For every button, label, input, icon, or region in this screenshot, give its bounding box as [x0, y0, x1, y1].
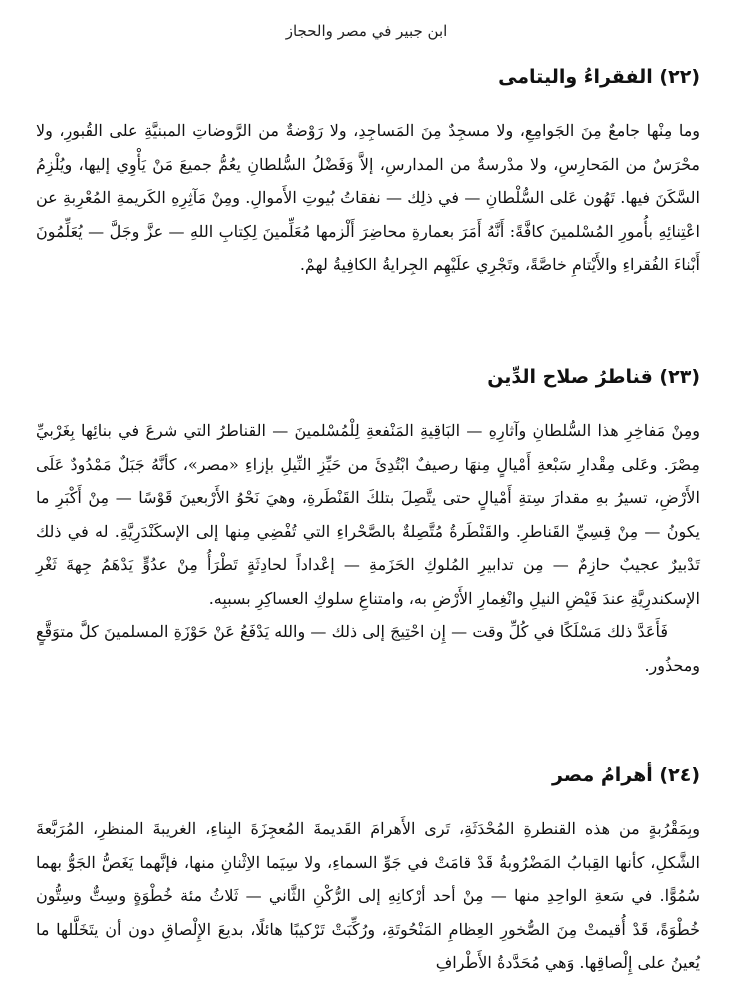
running-header: ابن جبير في مصر والحجاز [285, 22, 448, 40]
section-24 [36, 760, 700, 980]
section-paragraph: وما مِنْها جامعٌ مِنَ الجَوامِعِ، ولا مسجِدٌ مِنَ المَساجِدِ، ولا رَوْضةٌ من الرَّوضاتِ المبنيَّةِ على القُبورِ، ولا محْرَسٌ من المَحارِسِ، ولا مدْرسةٌ من المدارسِ، إلاَّ وَفَضْلُ السُّلطانِ يعُمُّ جميعَ مَنْ يَأْوِي إليها، ويُلْزِمُ السَّكَنَ فيها. تَهُون عَلى السُّلْطانِ — في ذلِك — نفقاتُ بُيوتِ الأَموالِ. ومِنْ مَآثِرِهِ الكَريمةِ المُعْرِبةِ عن اعْتِنائِهِ بأُمورِ المُسْلمينَ كافَّةً: أَنَّهُ أَمَرَ بعمارةِ محاضِرَ أَلْزمها مُعَلِّمينَ لِكِتابِ اللهِ — عزَّ وجَلَّ — يُعَلِّمُونَ أَبْناءَ الفُقراءِ والأَيْتامِ خاصَّةً، وتَجْرِي علَيْهِم الجِرايةُ الكافِيةُ لهمْ. [36, 121, 700, 274]
section-paragraph: فَأَعَدَّ ذلك مَسْلَكًا في كُلِّ وقت — إِن احْتِيجَ إلى ذلك — والله يَدْفَعُ عَنْ حَوْزَةِ المسلمينَ كلَّ متوَقَّعٍ ومحذُور. [36, 622, 700, 675]
section-paragraph: ومِنْ مَفاخِرِ هذا السُّلطانِ وآثارِهِ — البَاقِيةِ المَنْفعةِ لِلْمُسْلمينَ — القناطرُ التي شرعَ في بنائِها بِغَرْبيِّ مِصْرَ. وعَلى مِقْدارِ سَبْعةِ أَمْيالٍ مِنهَا رصيفٌ ابْتُدِئَ من حَيِّزِ النِّيلِ بإزاءِ «مصر»، كأنَّهُ جَبَلٌ مَمْدُودٌ عَلَى الأَرْضِ، تسيرُ بهِ مقدارَ سِتةِ أَمْيالٍ حتى يتَّصِلَ بتلكَ القَنْطَرةِ، وهيَ نَحْوُ الأَرْبعينَ قَوْسًا — مِنْ أَكْبَرِ ما يكونُ — مِنْ قِسِيِّ القَناطرِ. والقَنْطَرةُ مُتَّصِلةٌ بالصَّحْراءِ التي تُفْضِي مِنها إلى الإسكَنْدَرِيَّةِ. له في ذلك تَدْبيرٌ عجيبٌ حازِمٌ — مِن تدابيرِ المُلوكِ الحَزَمةِ — إعْداداً لحادِثَةٍ تَطْرَأُ مِنْ عدُوٍّ يَدْهَمُ جِهةَ ثَغْرِ الإسكندرِيَّةِ عندَ فَيْضِ النيلِ وانْغِمارِ الأَرْضِ به، وامتناعِ سلوكِ العساكِرِ بسببِه. [36, 421, 701, 608]
section-title: (٢٤) أهرامُ مصر [551, 764, 700, 786]
section-title: (٢٢) الفقراءُ واليتامى [498, 66, 700, 88]
section-paragraph: وبِمَقْرُبةٍ من هذه القنطرةِ المُحْدَثَةِ، تَرى الأَهرامَ القَديمةَ المُعجِزَةَ البِناءِ، الغريبةَ المنظرِ، المُرَبَّعةَ الشَّكلِ، كأنها القِبابُ المَضْرُوبةُ قَدْ قامَتْ في جَوِّ السماءِ، ولا سِيَما الاِثْنانِ منها، فإنَّهما يَغَصُّ الجَوُّ بهما سُمُوًّا. في سَعةِ الواحِدِ منها — مِنْ أحد أرْكانِهِ إلى الرُّكْنِ الثَّاني — ثَلاثُ مئة خُطْوَةٍ وسِتٌّ وسِتُّون خُطْوَةً، قَدْ أُقيمتْ مِنَ الصُّخورِ العِظامِ المَنْحُوتَةِ، ورُكِّبَتْ تَرْكيبًا هائلًا، بديعَ الإِلْصاقِ دون أن يتَخَلَّلها ما يُعينُ على إِلْصاقِها. وَهي مُحَدَّدةُ الأَطْرافِ [36, 819, 700, 972]
section-22 [36, 62, 700, 282]
section-title: (٢٣) قناطرُ صلاح الدِّين [487, 366, 700, 388]
section-23 [36, 362, 700, 682]
